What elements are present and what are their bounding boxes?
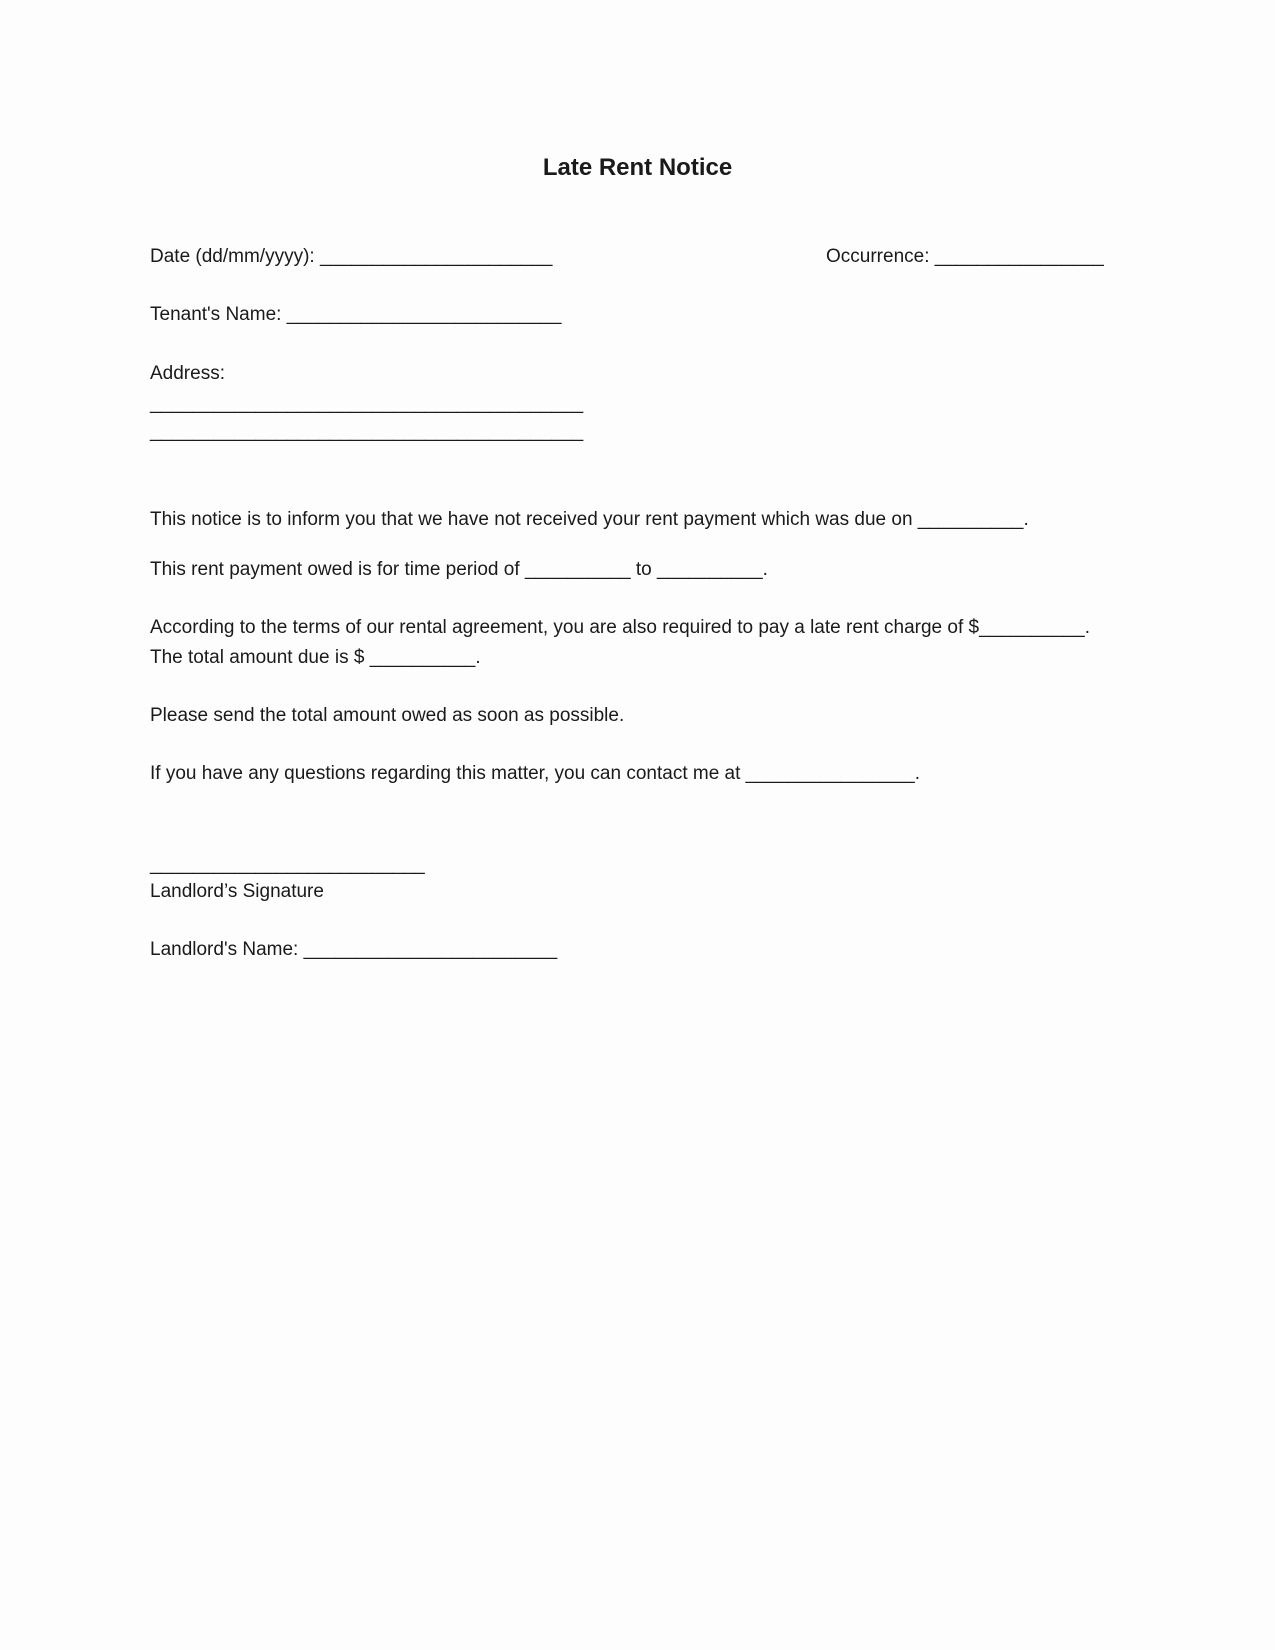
- document-title: Late Rent Notice: [542, 154, 733, 181]
- landlord-name-field-line: Landlord's Name: ________________________: [150, 939, 558, 960]
- signature-label: Landlord’s Signature: [150, 881, 324, 902]
- date-field-line: Date (dd/mm/yyyy): ______________________: [150, 246, 553, 267]
- paragraph-late-charge: According to the terms of our rental agreement, you are also required to pay a late rent charge of $__________.: [150, 617, 1091, 638]
- paragraph-contact: If you have any questions regarding this matter, you can contact me at ________________.: [150, 763, 921, 784]
- address-line-1: _________________________________________: [150, 393, 584, 414]
- paragraph-rent-due: This notice is to inform you that we have not received your rent payment which was due on __________.: [150, 509, 1029, 530]
- paragraph-time-period: This rent payment owed is for time period of __________ to __________.: [150, 559, 768, 580]
- occurrence-field-line: Occurrence: ________________: [826, 246, 1104, 267]
- signature-line: __________________________: [150, 854, 425, 875]
- address-line-2: _________________________________________: [150, 421, 584, 442]
- tenant-name-field-line: Tenant's Name: __________________________: [150, 304, 562, 325]
- address-label: Address:: [150, 363, 225, 384]
- paragraph-send-payment: Please send the total amount owed as soon as possible.: [150, 705, 625, 726]
- paragraph-total-due: The total amount due is $ __________.: [150, 647, 481, 668]
